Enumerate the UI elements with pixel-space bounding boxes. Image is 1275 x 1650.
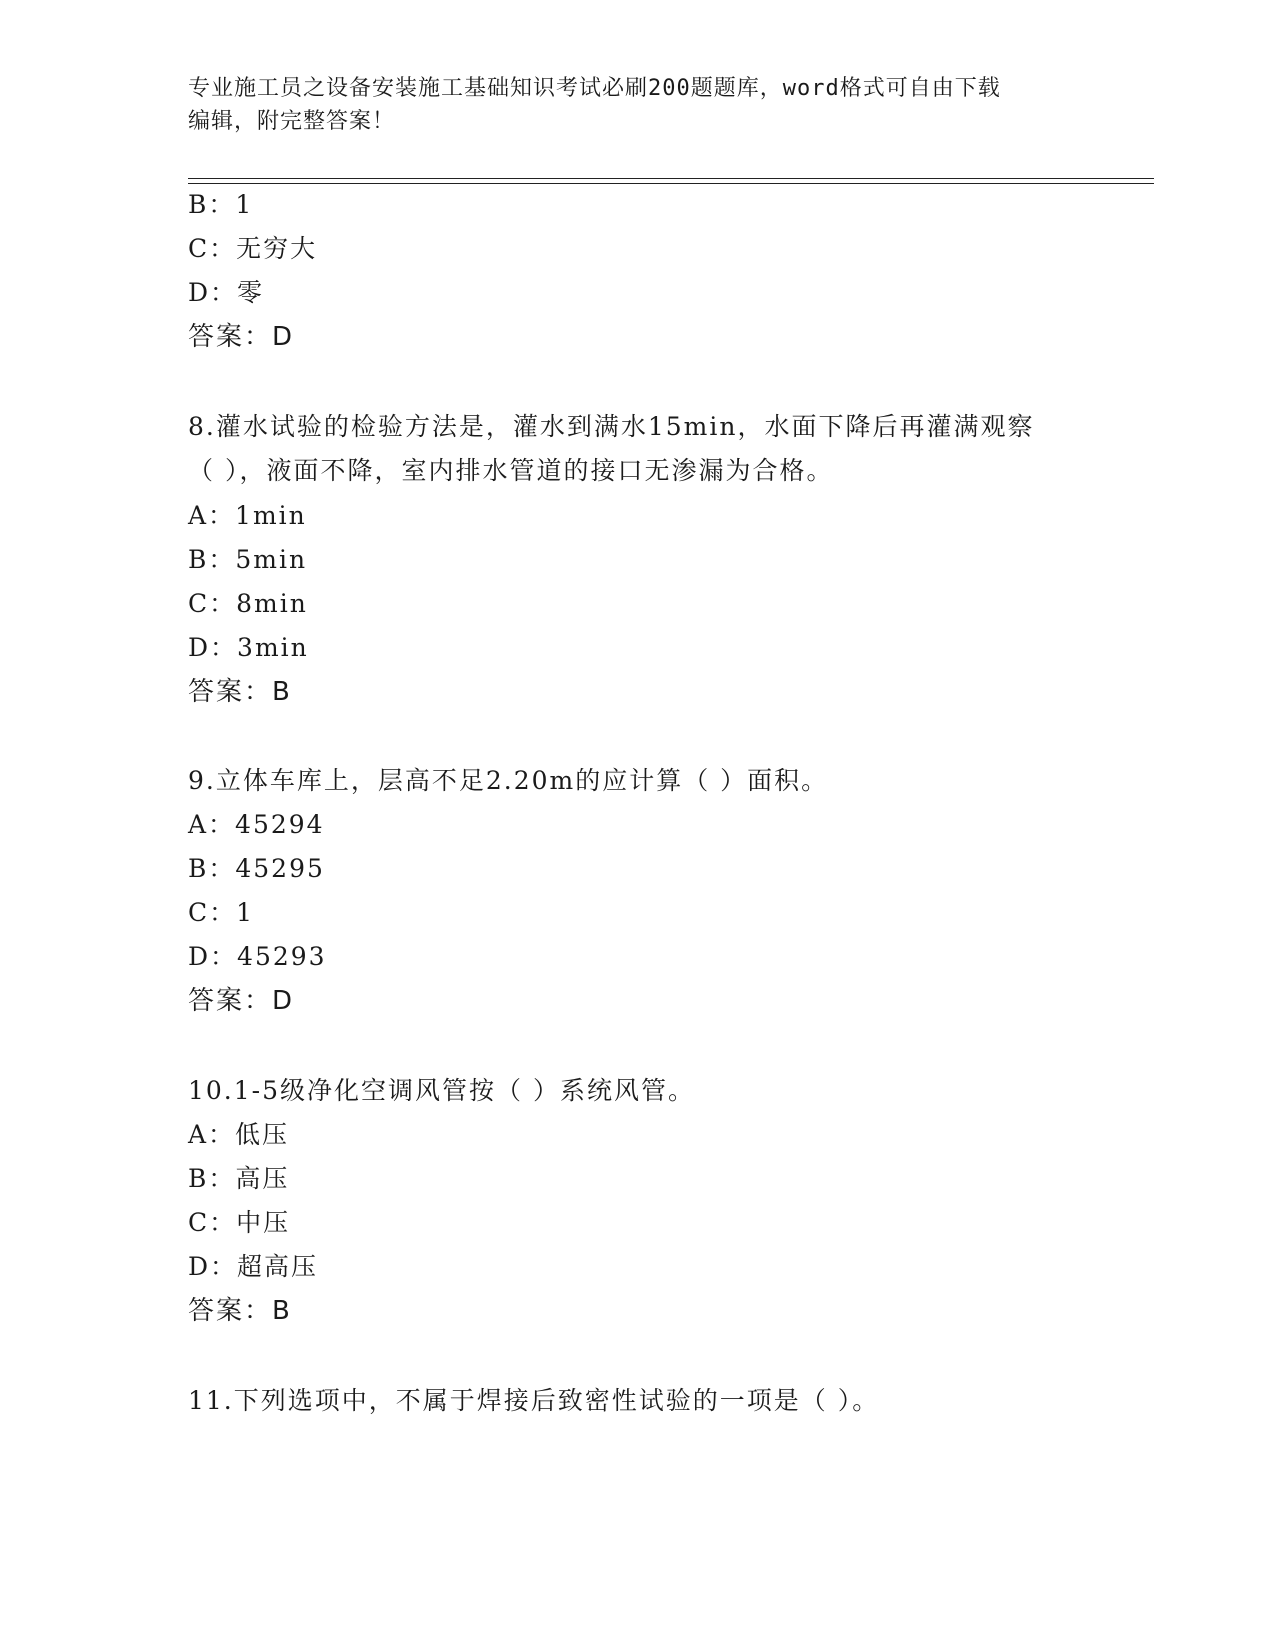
question-10-option-b: B：高压 <box>188 1164 290 1193</box>
question-9-option-b: B：45295 <box>188 854 325 883</box>
question-10-option-a: A：低压 <box>188 1120 290 1149</box>
header-divider-top <box>188 178 1154 179</box>
question-9-option-a: A：45294 <box>188 810 325 839</box>
answer-label: 答案：D <box>188 322 295 352</box>
question-8-option-b: B：5min <box>188 545 308 574</box>
question-11-stem: 11.下列选项中，不属于焊接后致密性试验的一项是（ ）。 <box>188 1386 880 1415</box>
question-8-option-a: A：1min <box>188 501 307 530</box>
header-divider-bottom <box>188 183 1154 184</box>
question-10-answer: 答案：B <box>188 1296 292 1326</box>
question-9-option-d: D：45293 <box>188 942 327 971</box>
option-c: C：无穷大 <box>188 234 318 263</box>
question-9-answer: 答案：D <box>188 986 295 1016</box>
option-b: B：1 <box>188 190 254 219</box>
header-title-line-2: 编辑，附完整答案！ <box>188 109 396 134</box>
question-8-answer: 答案：B <box>188 677 292 707</box>
question-8-option-d: D：3min <box>188 633 309 662</box>
question-8-stem-line-2: （ ），液面不降，室内排水管道的接口无渗漏为合格。 <box>188 456 834 485</box>
header-title-line-1: 专业施工员之设备安装施工基础知识考试必刷200题题库，word格式可自由下载 <box>188 76 1001 101</box>
question-10-option-d: D：超高压 <box>188 1252 319 1281</box>
question-10-option-c: C：中压 <box>188 1208 291 1237</box>
document-header <box>188 72 1088 138</box>
question-8-option-c: C：8min <box>188 589 308 618</box>
question-10-stem: 10.1-5级净化空调风管按（ ）系统风管。 <box>188 1076 695 1105</box>
question-8-stem-line-1: 8.灌水试验的检验方法是，灌水到满水15min，水面下降后再灌满观察 <box>188 412 1035 441</box>
question-9-stem: 9.立体车库上，层高不足2.20m的应计算（ ）面积。 <box>188 766 829 795</box>
question-9-option-c: C：1 <box>188 898 255 927</box>
option-d: D：零 <box>188 278 265 307</box>
